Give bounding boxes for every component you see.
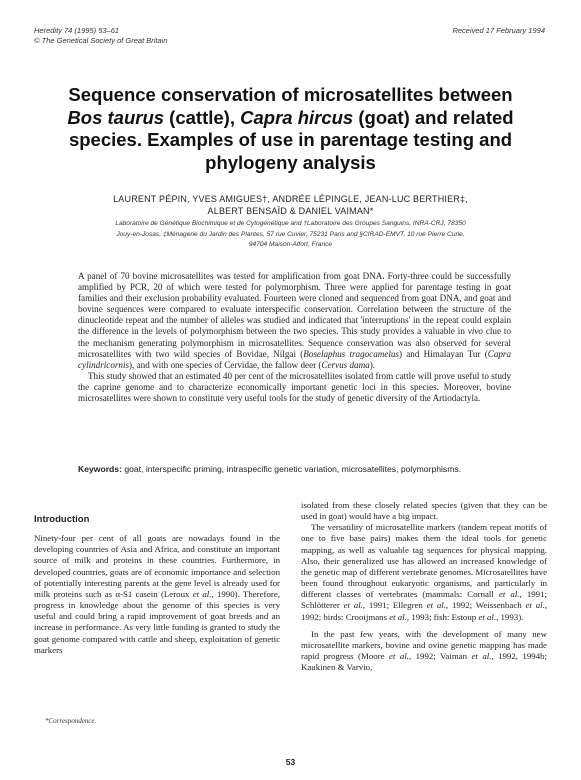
citation-etal: et al. bbox=[389, 611, 407, 622]
body-text: , 1992, 1994b; Kaukinen & Varvio, bbox=[301, 651, 547, 673]
keywords-label: Keywords: bbox=[78, 464, 122, 474]
body-paragraph: isolated from these closely related species (given that they can be used in goat) would have a big impact. bbox=[301, 500, 547, 522]
right-column bbox=[301, 500, 547, 673]
citation-etal: et al. bbox=[478, 611, 497, 622]
correspondence-footnote: *Correspondence. bbox=[45, 717, 97, 725]
species-name: Boselaphus tragocamelus bbox=[303, 348, 399, 359]
author-line: ALBERT BENSAÏD & DANIEL VAIMAN* bbox=[207, 206, 374, 216]
body-text: , 1993). bbox=[496, 611, 524, 622]
keywords-text: goat, interspecific priming, intraspecific genetic variation, microsatellites, polymorphisms. bbox=[124, 464, 462, 474]
citation-etal: et al. bbox=[471, 651, 492, 662]
section-heading: Introduction bbox=[34, 514, 90, 525]
body-text: In the past few years, with the development of many new microsatellite markers, bovine and ovine genetic mapping has made rapid progress (Moore bbox=[301, 628, 547, 662]
abstract-paragraph bbox=[78, 271, 511, 371]
citation-etal: et al. bbox=[389, 651, 409, 662]
body-text: The versatility of microsatellite markers (tandem repeat motifs of one to five base pairs) makes them the ideal tools for genetic mapping, as well as valuable tag sequences for physical mapping. Also, their generalized use has allowed an increased knowledge of the genetic map of different vertebrate genomes. Microsatellites have been found throughout eukaryotic organisms, and particularly in different classes of vertebrates (mammals: Cornall bbox=[301, 522, 547, 600]
abstract-text: ) and Himalayan Tur ( bbox=[398, 348, 488, 359]
body-text: , 1992; Vaiman bbox=[408, 651, 472, 662]
abstract-text: clue to the mechanism generating polymorphism in microsatellites. Sequence conservation was also observed for several microsatellites with two wild species of Bovidae, Nilgai ( bbox=[78, 326, 511, 359]
title-part: (goat) and related species. Examples of use in parentage testing and phylogeny analysis bbox=[68, 106, 514, 173]
body-text: , 1990). Therefore, progress in knowledge about the genome of this species is very useful and could bring a rapid improvement of goat breeds and an increase in performance. As very little funding is granted to study the goat genome compared with cattle and sheep, exploitation of genetic markers bbox=[34, 588, 280, 655]
abstract-text: A panel of 70 bovine microsatellites was tested for amplification from goat DNA. Forty-three could be successfully amplified by PCR, 20 of which were tested for polymorphism. Three were applied for parentage testing in goat families and their exclusion probability evaluated. Fourteen were cloned and sequenced from goat DNA, and goat and bovine sequences were compared to evaluate interspecific conservation. Correlation between the structure of the dinucleotide repeat and the number of alleles was studied and indicated that 'interruptions' in the repeat could explain the difference in the levels of polymorphism between the two species. This study provides a valuable in bbox=[78, 271, 511, 337]
citation-etal: et al. bbox=[343, 600, 363, 611]
journal-citation: Heredity 74 (1995) 53–61 bbox=[34, 26, 120, 35]
author-list bbox=[50, 193, 531, 217]
affiliations bbox=[70, 219, 511, 251]
abstract-text: ), and with one species of Cervidae, the fallow deer ( bbox=[129, 359, 322, 370]
body-paragraph bbox=[301, 629, 547, 674]
left-column bbox=[34, 514, 280, 656]
title-species-goat: Capra hircus bbox=[240, 106, 354, 128]
affiliation-line: 94704 Maison-Alfort, France bbox=[248, 241, 333, 248]
copyright-line: © The Genetical Society of Great Britain bbox=[34, 36, 168, 45]
received-date: Received 17 February 1994 bbox=[452, 26, 545, 35]
page-number: 53 bbox=[285, 757, 296, 767]
affiliation-line: Jouy-en-Josas, ‡Ménagerie du Jardin des Plantes, 57 rue Cuvier, 75231 Paris and §CIRAD-EMVT, 10 rue Pierre Curie, bbox=[116, 230, 465, 238]
title-part: (cattle), bbox=[164, 106, 241, 128]
citation-etal: et al. bbox=[426, 600, 446, 611]
body-paragraph bbox=[301, 522, 547, 622]
body-text: Ninety-four per cent of all goats are nowadays found in the developing countries of Asia and Africa, and constitute an important source of milk and proteins in these countries. Furthermore, in developed countries, goats are of economic importance and selection of potentially interesting parents at the gene level is already used for milk proteins such as α-S1 casein (Leroux bbox=[34, 533, 280, 599]
citation-etal: et al. bbox=[498, 589, 520, 600]
abstract-paragraph: This study showed that an estimated 40 per cent of the microsatellites isolated from cattle will prove useful to study the caprine genome and to characterize economically important genetic loci in this species. Moreover, bovine microsatellites were shown to constitute very useful tools for the study of genetic diversity of the Artiodactyla. bbox=[78, 370, 511, 404]
body-text: , 1991; Schlötterer bbox=[301, 589, 547, 611]
body-text: , 1992; birds: Crooijmans bbox=[301, 600, 547, 622]
species-name: Capra cylindricornis bbox=[78, 348, 511, 370]
article-title bbox=[50, 84, 531, 174]
citation-etal: et al. bbox=[192, 588, 212, 599]
title-species-cattle: Bos taurus bbox=[67, 106, 165, 128]
author-line: LAURENT PÉPIN, YVES AMIGUES†, ANDRÉE LÉPINGLE, JEAN-LUC BERTHIER‡, bbox=[113, 194, 468, 204]
species-name: Cervus dama bbox=[321, 359, 370, 370]
abstract bbox=[78, 271, 511, 404]
body-text: , 1993; fish: Estoup bbox=[406, 611, 479, 622]
body-text: , 1992; Weissenbach bbox=[445, 600, 526, 611]
body-paragraph bbox=[34, 533, 280, 656]
abstract-text: ). bbox=[369, 359, 376, 370]
keywords bbox=[78, 464, 511, 475]
affiliation-line: Laboratoire de Génétique Biochimique et de Cytogénétique and †Laboratoire des Groupes Sanguins, INRA-CRJ, 78350 bbox=[115, 220, 466, 227]
body-text: , 1991; Ellegren bbox=[362, 600, 427, 611]
abstract-italic: vivo bbox=[467, 326, 483, 337]
title-part: Sequence conservation of microsatellites between bbox=[68, 84, 513, 105]
citation-etal: et al. bbox=[525, 600, 545, 611]
